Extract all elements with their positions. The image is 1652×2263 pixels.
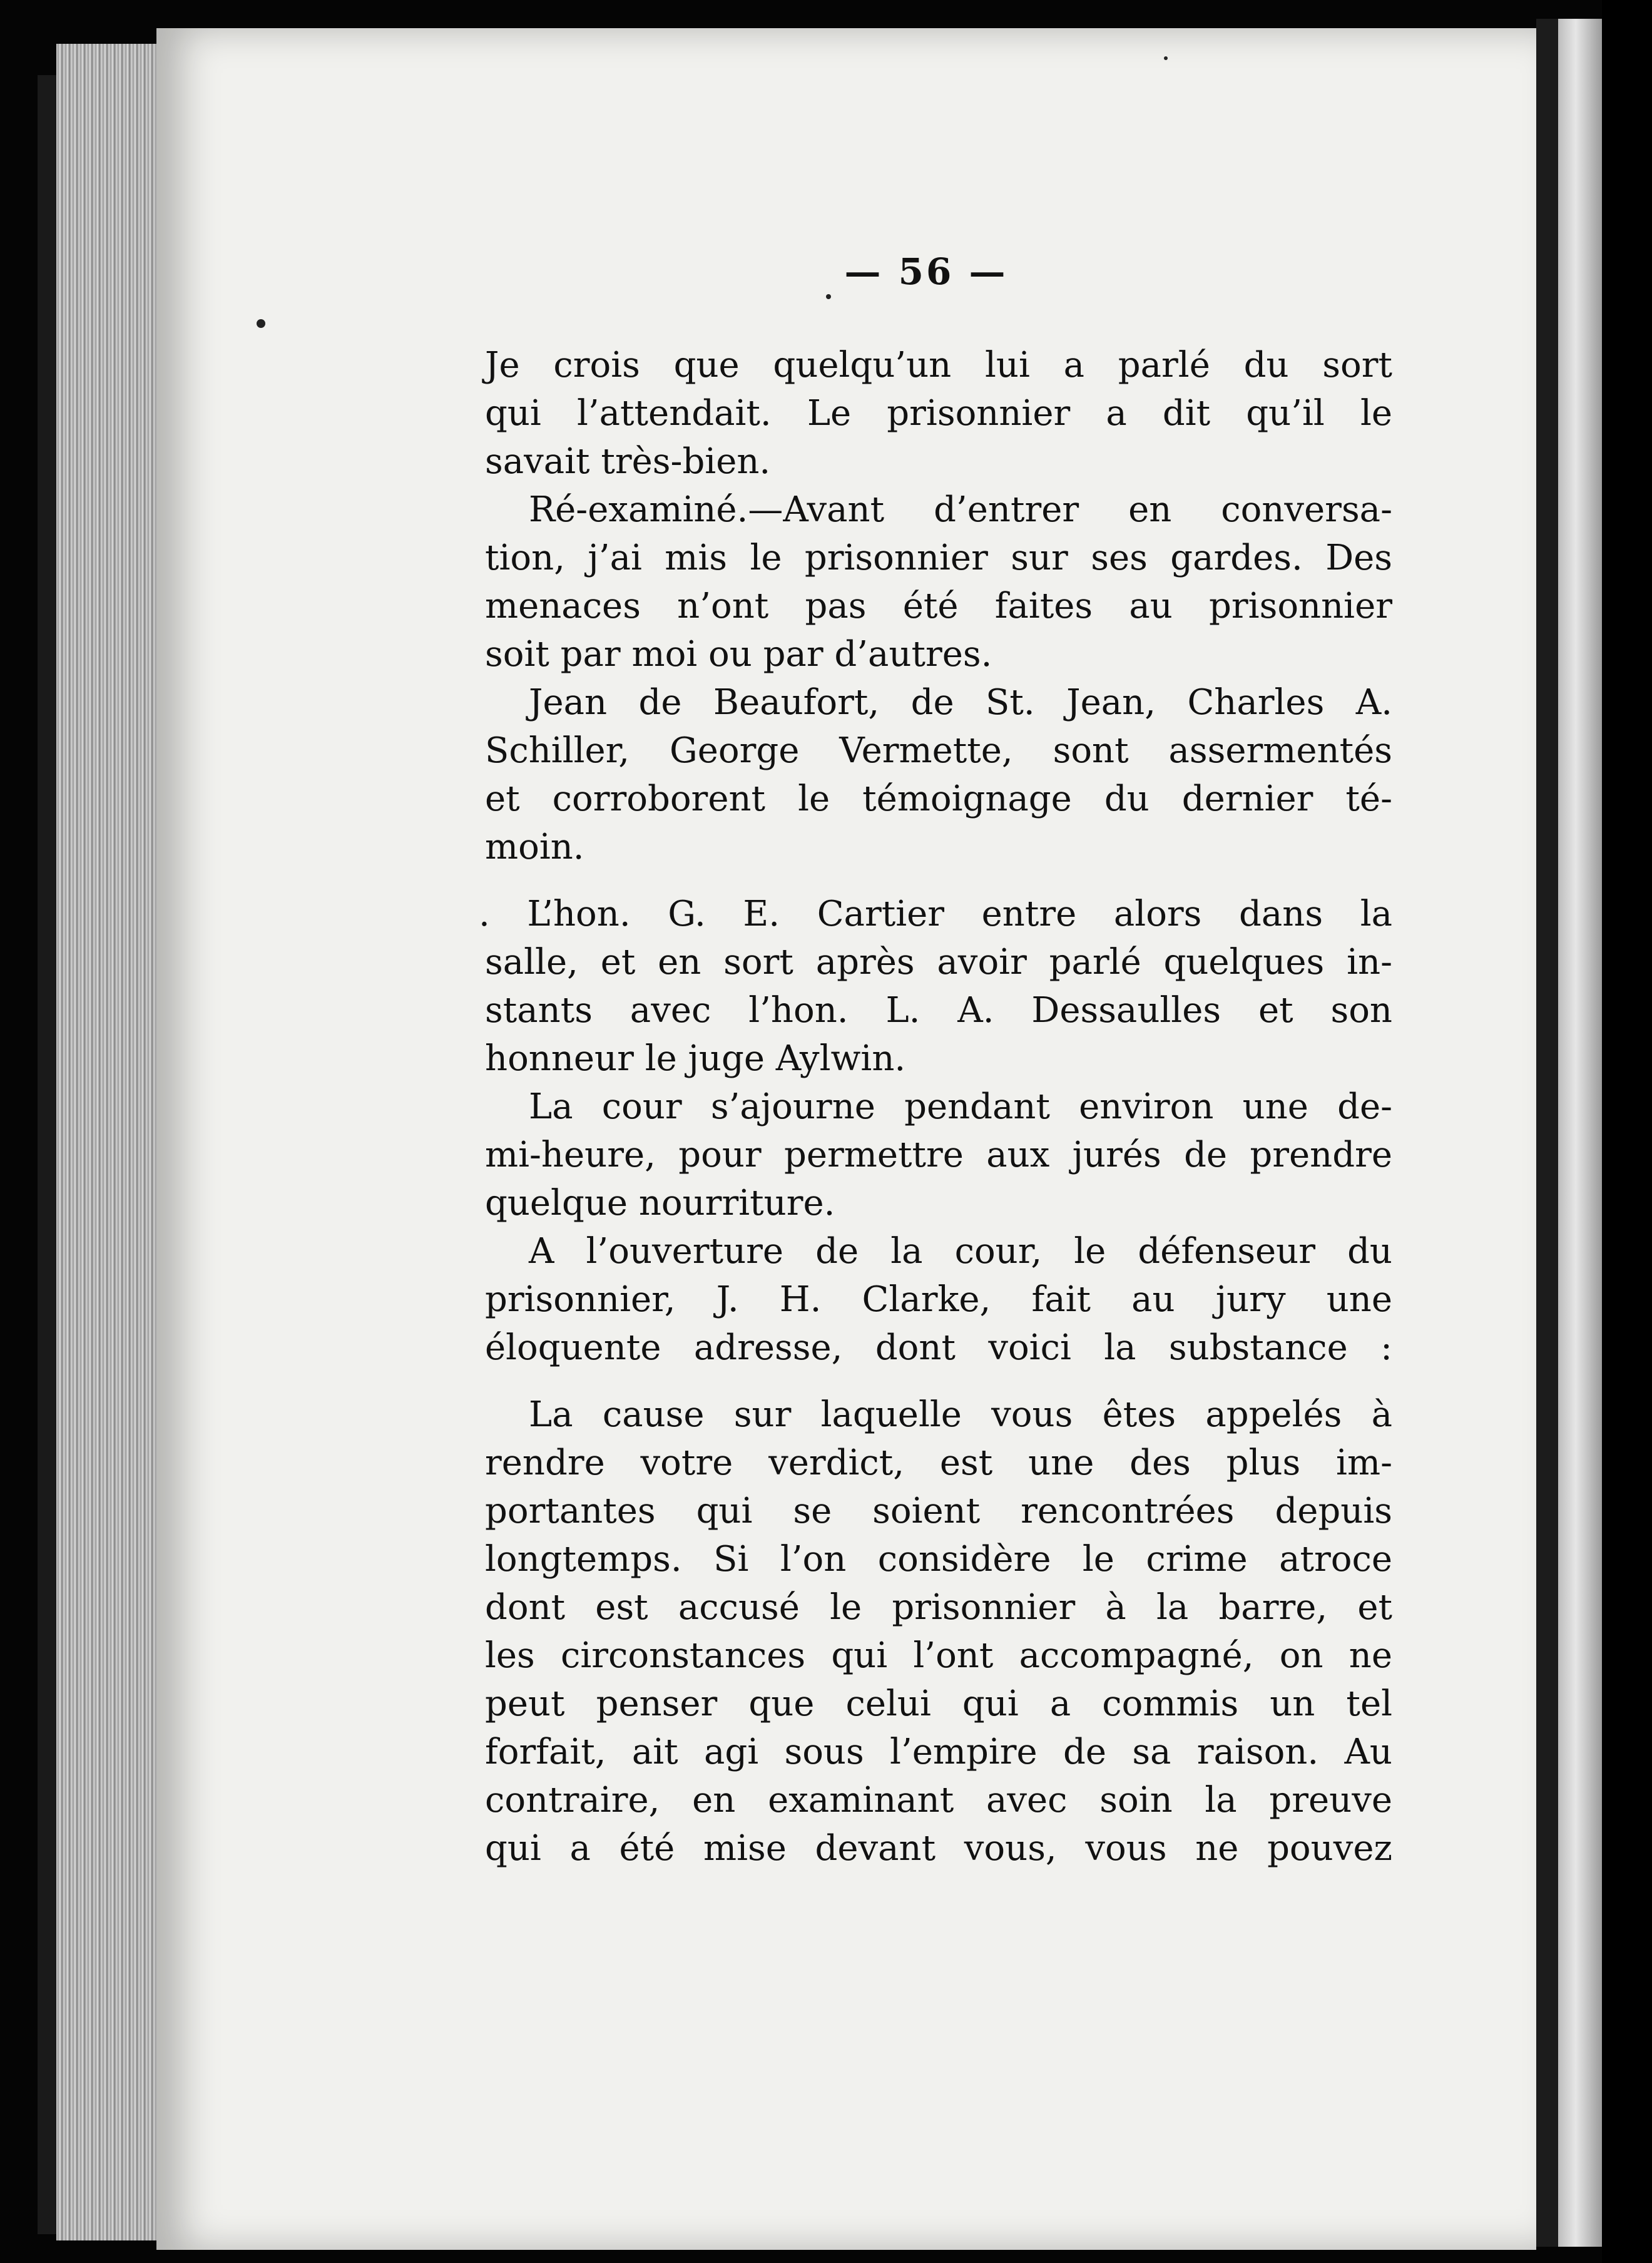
facing-page-edge bbox=[1558, 19, 1602, 2247]
text-line: les circonstances qui l’ont accompagné, on ne bbox=[485, 1635, 1392, 1676]
page-right-shadow bbox=[1536, 19, 1561, 2247]
text-line: qui a été mise devant vous, vous ne pouvez bbox=[485, 1828, 1392, 1869]
text-line: prisonnier, J. H. Clarke, fait au jury une bbox=[485, 1279, 1392, 1320]
text-line: soit par moi ou par d’autres. bbox=[485, 634, 992, 675]
text-line: La cour s’ajourne pendant environ une de- bbox=[529, 1086, 1392, 1127]
text-line: tion, j’ai mis le prisonnier sur ses gardes. Des bbox=[485, 538, 1392, 578]
text-line: forfait, ait agi sous l’empire de sa raison. Au bbox=[485, 1732, 1392, 1772]
text-line: . L’hon. G. E. Cartier entre alors dans la bbox=[479, 894, 1392, 934]
text-line: dont est accusé le prisonnier à la barre, et bbox=[485, 1587, 1392, 1628]
body-text bbox=[479, 341, 1392, 1872]
text-line: salle, et en sort après avoir parlé quelques in- bbox=[485, 942, 1392, 983]
scan-border bbox=[1602, 0, 1652, 2263]
dust-speck bbox=[257, 319, 265, 328]
text-line: peut penser que celui qui a commis un tel bbox=[485, 1683, 1392, 1724]
text-line: contraire, en examinant avec soin la preuve bbox=[485, 1780, 1392, 1821]
text-line: A l’ouverture de la cour, le défenseur du bbox=[529, 1231, 1392, 1272]
text-line: savait très-bien. bbox=[485, 441, 771, 482]
text-line: rendre votre verdict, est une des plus im- bbox=[485, 1443, 1392, 1483]
text-line: Schiller, George Vermette, sont assermentés bbox=[485, 730, 1392, 771]
text-line: Jean de Beaufort, de St. Jean, Charles A. bbox=[529, 682, 1392, 723]
text-line: La cause sur laquelle vous êtes appelés à bbox=[529, 1394, 1392, 1435]
text-line: portantes qui se soient rencontrées depuis bbox=[485, 1491, 1392, 1531]
text-line: éloquente adresse, dont voici la substance : bbox=[485, 1327, 1392, 1368]
text-line: mi-heure, pour permettre aux jurés de prendre bbox=[485, 1135, 1392, 1175]
page-number: — 56 — bbox=[844, 250, 1008, 293]
text-line: honneur le juge Aylwin. bbox=[485, 1038, 906, 1079]
paragraph-gap bbox=[485, 871, 1392, 890]
text-line: quelque nourriture. bbox=[485, 1183, 835, 1223]
text-line: stants avec l’hon. L. A. Dessaulles et son bbox=[485, 990, 1392, 1031]
text-line: menaces n’ont pas été faites au prisonnier bbox=[485, 586, 1392, 626]
paragraph-gap bbox=[485, 1372, 1392, 1391]
dust-speck bbox=[1164, 56, 1168, 60]
text-line: moin. bbox=[485, 827, 584, 867]
text-line: et corroborent le témoignage du dernier té- bbox=[485, 779, 1392, 819]
dust-speck bbox=[826, 294, 831, 299]
text-line: longtemps. Si l’on considère le crime atroce bbox=[485, 1539, 1392, 1580]
text-line: qui l’attendait. Le prisonnier a dit qu’il le bbox=[485, 393, 1392, 434]
text-line: Ré-examiné.—Avant d’entrer en conversa- bbox=[529, 489, 1392, 530]
text-line: Je crois que quelqu’un lui a parlé du sort bbox=[485, 345, 1392, 386]
